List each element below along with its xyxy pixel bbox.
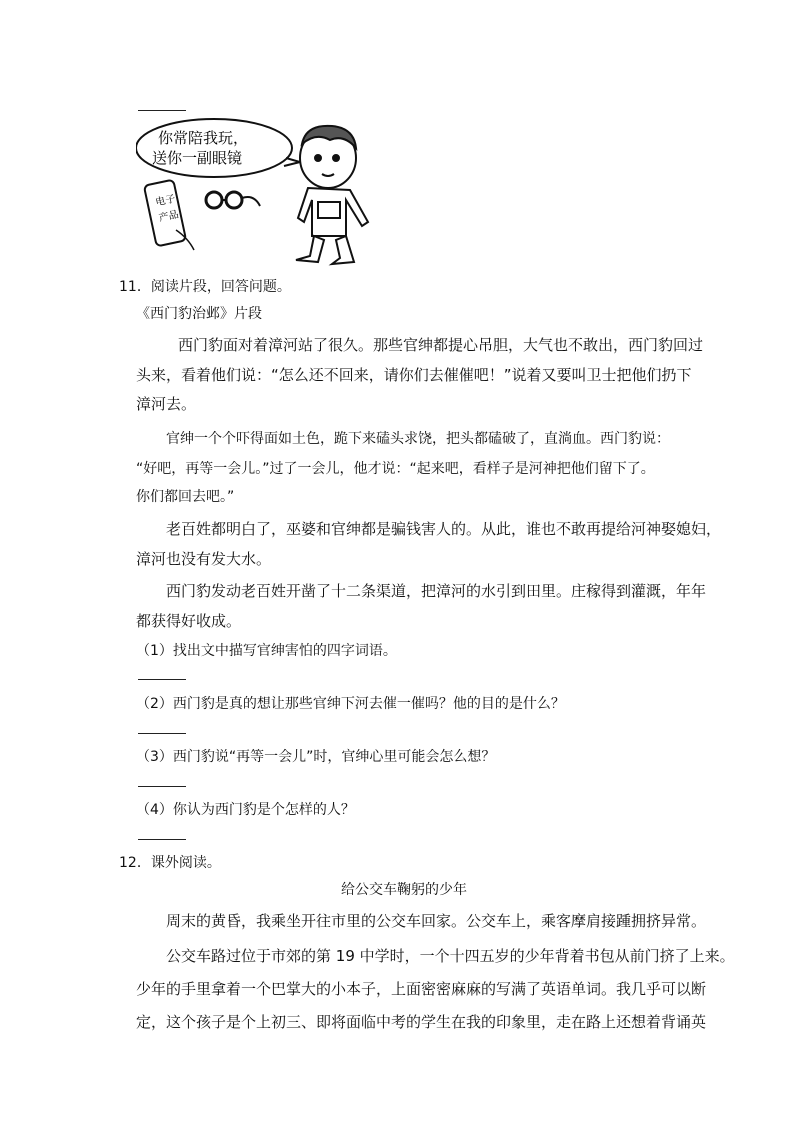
paragraph-4-line-1: 西门豹发动老百姓开凿了十二条渠道，把漳河的水引到田里。庄稼得到灌溉，年年 — [166, 582, 707, 600]
story-title: 给公交车鞠躬的少年 — [341, 882, 467, 898]
device-label: 电子 — [154, 193, 177, 209]
sub-question-3: （3）西门豹说“再等一会儿”时，官绅心里可能会怎么想？ — [136, 749, 496, 765]
paragraph-3-line-1: 老百姓都明白了，巫婆和官绅都是骗钱害人的。从此，谁也不敢再提给河神娶媳妇， — [166, 520, 722, 538]
passage-title: 《西门豹治邺》片段 — [136, 306, 262, 322]
paragraph-1-line-2: 头来，看着他们说：“怎么还不回来，请你们去催催吧！”说着又要叫卫士把他们扔下 — [136, 366, 692, 384]
electronic-device-icon — [144, 180, 194, 250]
story-paragraph-2-line-1: 公交车路过位于市郊的第 19 中学时，一个十四五岁的少年背着书包从前门挤了上来。 — [166, 947, 735, 965]
paragraph-2-line-2: “好吧，再等一会儿。”过了一会儿，他才说：“起来吧，看样子是河神把他们留下了。 — [136, 461, 655, 477]
question-12-heading: 12．课外阅读。 — [119, 855, 221, 871]
paragraph-1-line-1: 西门豹面对着漳河站了很久。那些官绅都提心吊胆，大气也不敢出，西门豹回过 — [178, 336, 704, 354]
sub-question-1: （1）找出文中描写官绅害怕的四字词语。 — [136, 643, 397, 659]
answer-blank-4[interactable] — [138, 839, 186, 840]
paragraph-3-line-2: 漳河也没有发大水。 — [136, 550, 272, 568]
cartoon-illustration — [136, 118, 398, 268]
glasses-icon — [206, 192, 260, 208]
bubble-line-1: 你常陪我玩， — [158, 129, 249, 147]
paragraph-2-line-1: 官绅一个个吓得面如土色，跪下来磕头求饶，把头都磕破了，直淌血。西门豹说： — [166, 431, 670, 447]
story-paragraph-2-line-2: 少年的手里拿着一个巴掌大的小本子，上面密密麻麻的写满了英语单词。我几乎可以断 — [136, 980, 707, 998]
paragraph-2-line-3: 你们都回去吧。” — [136, 489, 235, 505]
paragraph-1-line-3: 漳河去。 — [136, 395, 197, 413]
boy-with-glasses-cartoon — [136, 118, 398, 268]
answer-blank-1[interactable] — [138, 679, 186, 680]
sub-question-2: （2）西门豹是真的想让那些官绅下河去催一催吗？他的目的是什么？ — [136, 696, 565, 712]
story-paragraph-2-line-3: 定，这个孩子是个上初三、即将面临中考的学生在我的印象里，走在路上还想着背诵英 — [136, 1013, 707, 1031]
question-11-heading: 11．阅读片段，回答问题。 — [119, 279, 291, 295]
answer-blank-3[interactable] — [138, 786, 186, 787]
story-paragraph-1: 周末的黄昏，我乘坐开往市里的公交车回家。公交车上，乘客摩肩接踵拥挤异常。 — [166, 912, 707, 930]
sub-question-4: （4）你认为西门豹是个怎样的人？ — [136, 802, 355, 818]
answer-blank[interactable] — [138, 110, 186, 111]
speech-bubble — [136, 119, 292, 177]
svg-text:产品: 产品 — [157, 209, 180, 225]
paragraph-4-line-2: 都获得好收成。 — [136, 612, 242, 630]
boy-figure — [296, 126, 368, 264]
answer-blank-2[interactable] — [138, 733, 186, 734]
bubble-line-2: 送你一副眼镜 — [152, 149, 243, 167]
